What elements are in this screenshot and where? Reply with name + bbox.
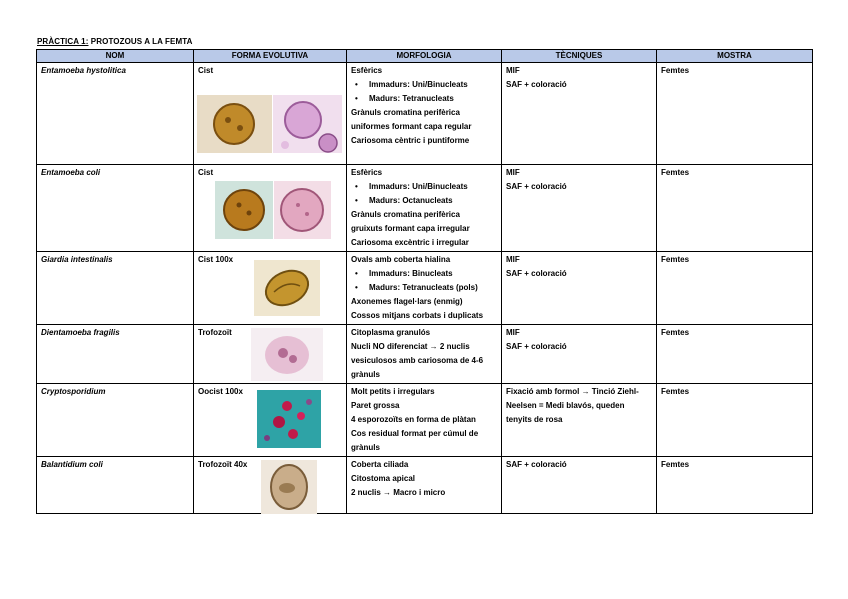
morph-line: Cariosoma cèntric i puntiforme (351, 136, 470, 145)
cell-name: Balantidium coli (37, 457, 194, 514)
tech-line: SAF + coloració (506, 269, 567, 278)
tech-line: Neelsen = Medi blavós, queden (506, 401, 625, 410)
form-label: Trofozoït 40x (198, 460, 248, 469)
cell-form (194, 63, 347, 165)
morph-line: Cossos mitjans corbats i duplicats (351, 311, 484, 320)
cell-sample: Femtes (657, 325, 813, 384)
cell-techniques (502, 325, 657, 384)
morph-line: gruixuts formant capa irregular (351, 224, 470, 233)
morph-line: uniformes formant capa regular (351, 122, 472, 131)
tech-line: SAF + coloració (506, 182, 567, 191)
tech-line: Fixació amb formol → Tinció Ziehl- (506, 387, 639, 396)
cyst-photo-pink (273, 95, 342, 153)
cyst-photo-giardia (254, 260, 320, 316)
morph-line: Citoplasma granulós (351, 328, 431, 337)
trophozoite-photo-balantidium (261, 460, 317, 514)
tech-line: SAF + coloració (506, 80, 567, 89)
header-row (37, 50, 813, 63)
morph-line: Cariosoma excèntric i irregular (351, 238, 469, 247)
cell-sample: Femtes (657, 457, 813, 514)
morph-line: grànuls (351, 443, 380, 452)
form-label: Oocist 100x (198, 387, 243, 396)
morph-line: Molt petits i irregulars (351, 387, 435, 396)
header-nom: NOM (37, 50, 194, 63)
morph-line: Esfèrics (351, 66, 383, 75)
protozoa-table (36, 49, 813, 514)
tech-line: MIF (506, 168, 520, 177)
cell-name: Dientamoeba fragilis (37, 325, 194, 384)
morph-bullet: • Immadurs: Uni/Binucleats (351, 180, 497, 194)
cell-techniques (502, 63, 657, 165)
cell-morphology (347, 325, 502, 384)
cell-form (194, 457, 347, 514)
form-label: Cist (198, 66, 214, 75)
morph-bullet: • Madurs: Tetranucleats (351, 92, 497, 106)
tech-line: MIF (506, 328, 520, 337)
morph-line: Esfèrics (351, 168, 383, 177)
cell-name: Entamoeba hystolitica (37, 63, 194, 165)
header-tecniques: TÈCNIQUES (502, 50, 657, 63)
cell-name: Entamoeba coli (37, 165, 194, 252)
table-row (37, 252, 813, 325)
form-label: Trofozoït (198, 328, 232, 337)
cell-techniques (502, 384, 657, 457)
tech-line: SAF + coloració (506, 460, 567, 469)
morph-line: 4 esporozoïts en forma de plàtan (351, 415, 476, 424)
morph-bullet: • Madurs: Tetranucleats (pols) (351, 281, 497, 295)
cell-techniques (502, 165, 657, 252)
tech-line: MIF (506, 66, 520, 75)
morph-bullet: • Madurs: Octanucleats (351, 194, 497, 208)
cyst-photo-brown (197, 95, 272, 153)
table-row (37, 384, 813, 457)
title-prefix: PRÀCTICA 1: (37, 37, 89, 46)
cell-name: Giardia intestinalis (37, 252, 194, 325)
cell-morphology (347, 252, 502, 325)
cell-sample: Femtes (657, 63, 813, 165)
cyst-photo-brown (215, 181, 273, 239)
page-title (37, 37, 193, 46)
cell-morphology (347, 63, 502, 165)
morph-bullet: • Immadurs: Uni/Binucleats (351, 78, 497, 92)
morph-line: Coberta ciliada (351, 460, 409, 469)
title-rest: PROTOZOUS A LA FEMTA (88, 37, 193, 46)
table-row (37, 457, 813, 514)
cell-sample: Femtes (657, 252, 813, 325)
cell-form (194, 165, 347, 252)
cell-sample: Femtes (657, 384, 813, 457)
morph-line: Paret grossa (351, 401, 400, 410)
oocyst-photo-blue (257, 390, 321, 448)
cyst-photo-pink (274, 181, 331, 239)
cell-techniques (502, 457, 657, 514)
trophozoite-photo-pink (251, 328, 323, 381)
morph-line: vesiculosos amb cariosoma de 4-6 (351, 356, 484, 365)
cell-form (194, 325, 347, 384)
tech-line: SAF + coloració (506, 342, 567, 351)
morph-line: Cos residual format per cúmul de (351, 429, 479, 438)
morph-line: grànuls (351, 370, 380, 379)
morph-line: Grànuls cromatina perifèrica (351, 108, 460, 117)
morph-line: Citostoma apical (351, 474, 416, 483)
morph-line: Grànuls cromatina perifèrica (351, 210, 460, 219)
tech-line: MIF (506, 255, 520, 264)
cell-form (194, 384, 347, 457)
cell-morphology (347, 384, 502, 457)
table-row (37, 165, 813, 252)
cell-techniques (502, 252, 657, 325)
morph-line: Nucli NO diferenciat → 2 nuclis (351, 342, 470, 351)
cell-name: Cryptosporidium (37, 384, 194, 457)
header-mostra: MOSTRA (657, 50, 813, 63)
header-forma-evolutiva: FORMA EVOLUTIVA (194, 50, 347, 63)
table-row (37, 63, 813, 165)
cell-morphology (347, 457, 502, 514)
morph-bullet: • Immadurs: Binucleats (351, 267, 497, 281)
tech-line: tenyits de rosa (506, 415, 563, 424)
cell-sample: Femtes (657, 165, 813, 252)
morph-line: Ovals amb coberta hialina (351, 255, 451, 264)
form-label: Cist (198, 168, 214, 177)
morph-line: Axonemes flagel·lars (enmig) (351, 297, 463, 306)
cell-form (194, 252, 347, 325)
morph-line: 2 nuclis → Macro i micro (351, 488, 446, 497)
form-label: Cist 100x (198, 255, 234, 264)
header-morfologia: MORFOLOGIA (347, 50, 502, 63)
table-row (37, 325, 813, 384)
cell-morphology (347, 165, 502, 252)
